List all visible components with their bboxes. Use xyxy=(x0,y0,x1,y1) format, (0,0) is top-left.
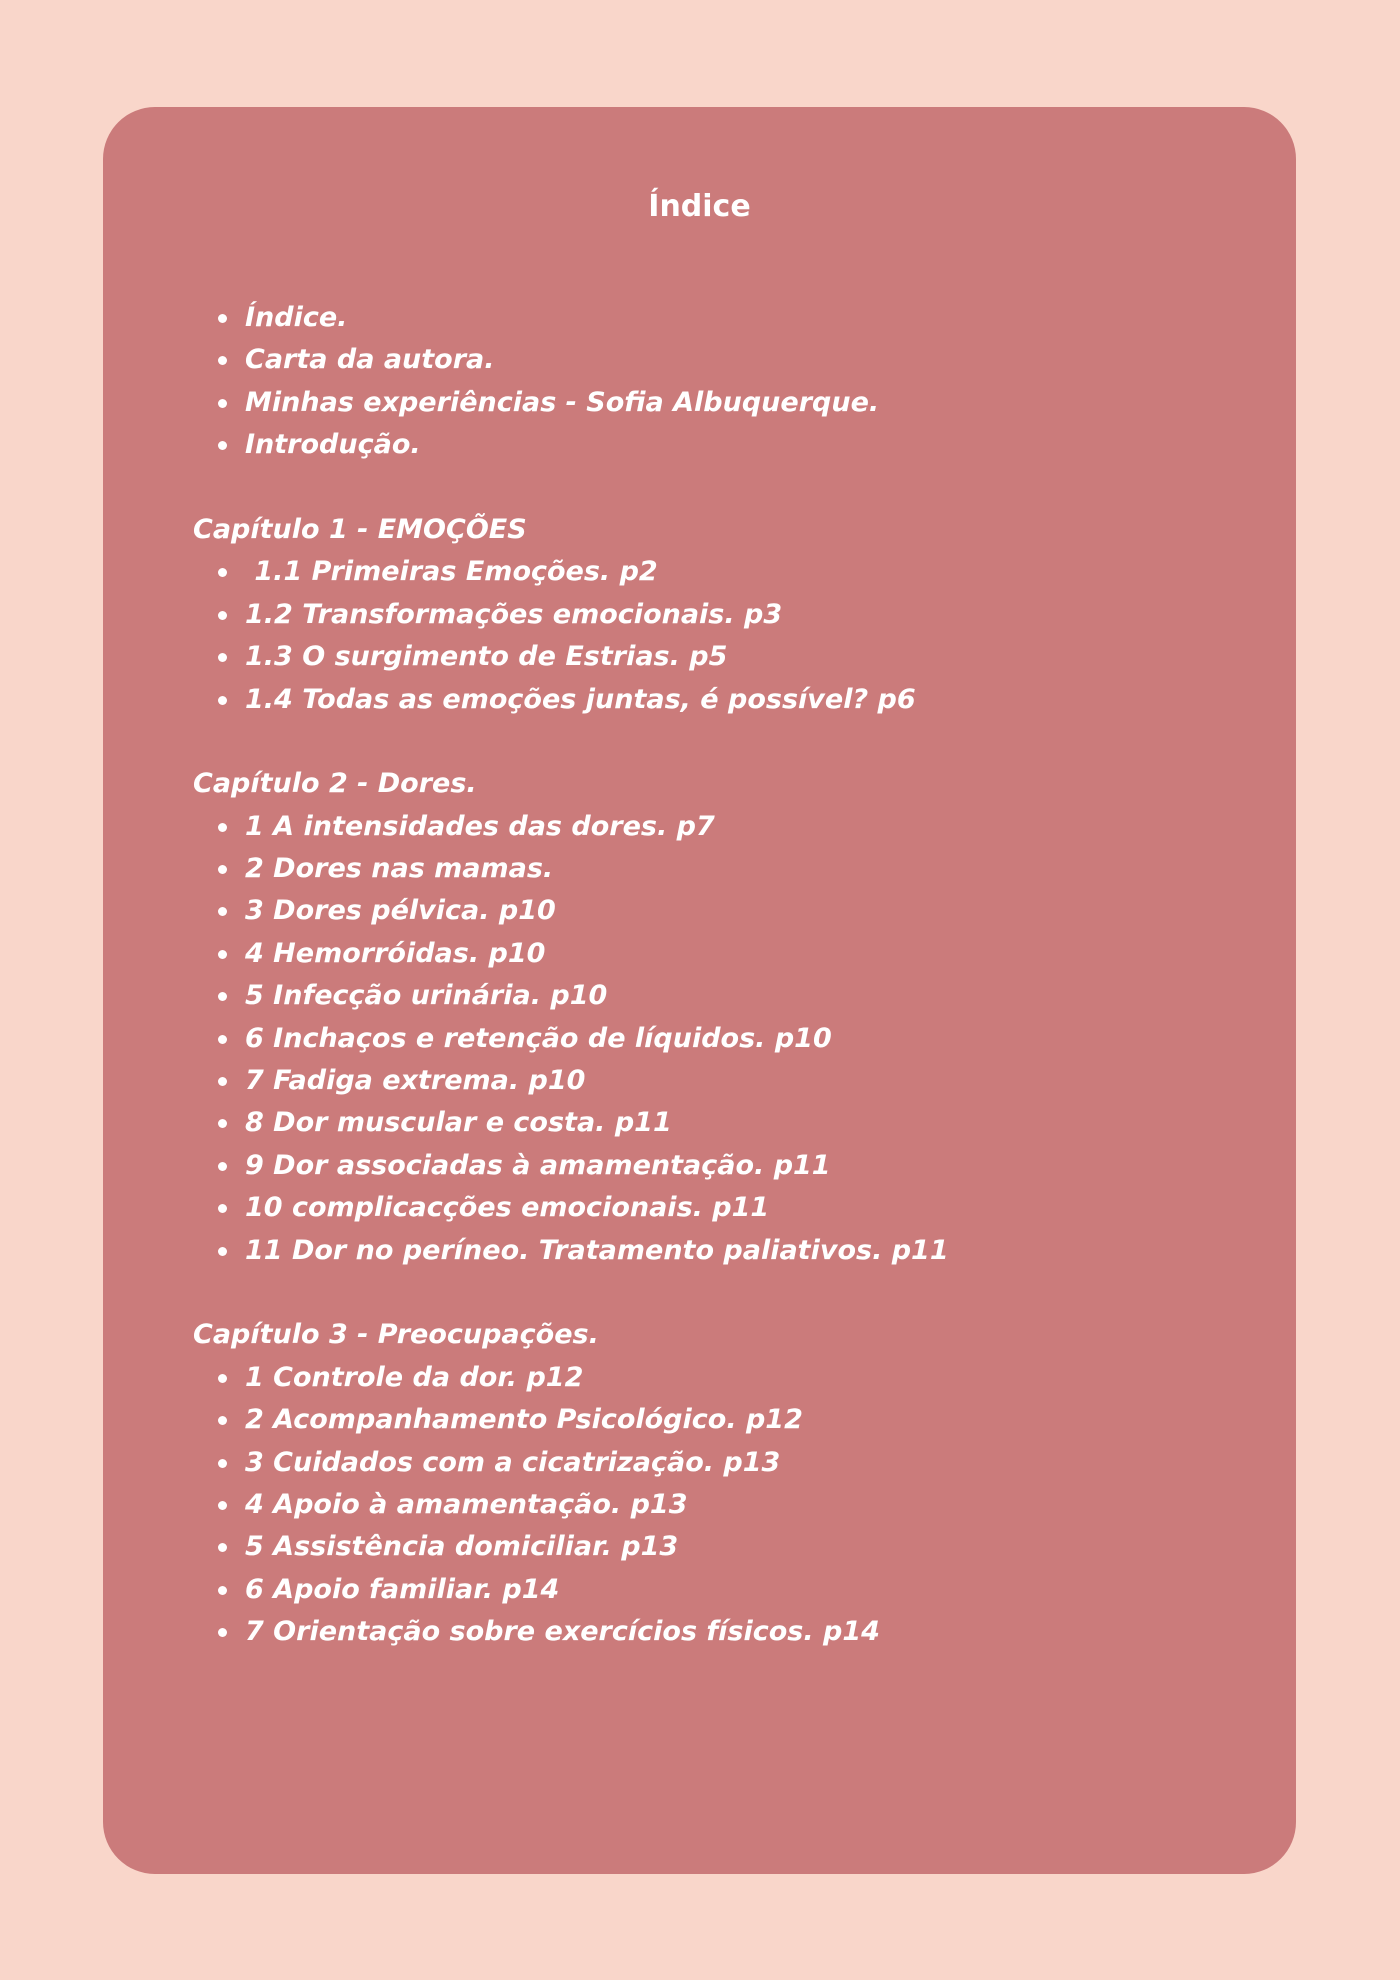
bullet-icon xyxy=(218,1247,227,1256)
list-item-label: 5 Infecção urinária. p10 xyxy=(245,980,608,1012)
list-item-label: Introdução. xyxy=(245,429,421,461)
list-item-label: 3 Cuidados com a cicatrização. p13 xyxy=(245,1446,781,1478)
bullet-icon xyxy=(218,568,227,577)
list-item xyxy=(193,594,1253,636)
list-item xyxy=(193,848,1253,890)
list-item-label: 3 Dores pélvica. p10 xyxy=(245,895,556,927)
index-card xyxy=(103,107,1296,1874)
bullet-icon xyxy=(218,1374,227,1383)
chapter-1 xyxy=(193,509,1253,721)
chapter-title: Capítulo 1 - EMOÇÕES xyxy=(193,513,527,545)
table-of-contents xyxy=(193,297,1253,1654)
list-item-label: Índice. xyxy=(245,302,348,333)
list-item xyxy=(193,933,1253,975)
bullet-icon xyxy=(218,1501,227,1510)
list-item xyxy=(193,1399,1253,1441)
list-item-label: 5 Assistência domiciliar. p13 xyxy=(245,1531,679,1563)
list-item xyxy=(193,551,1253,593)
bullet-icon xyxy=(218,611,227,620)
list-item-label: 11 Dor no períneo. Tratamento paliativos. p11 xyxy=(245,1234,949,1266)
bullet-icon xyxy=(218,356,227,365)
page-title: Índice xyxy=(648,189,751,224)
list-item xyxy=(193,975,1253,1017)
list-item-label: Minhas experiências - Sofia Albuquerque. xyxy=(245,386,880,418)
bullet-icon xyxy=(218,823,227,832)
bullet-icon xyxy=(218,992,227,1001)
list-item xyxy=(193,1187,1253,1229)
chapter-2 xyxy=(193,763,1253,1272)
list-item-label: 7 Fadiga extrema. p10 xyxy=(245,1065,586,1097)
list-item xyxy=(193,424,1253,466)
bullet-icon xyxy=(218,1162,227,1171)
list-item xyxy=(193,890,1253,932)
bullet-icon xyxy=(218,1459,227,1468)
list-item xyxy=(193,1526,1253,1568)
intro-list xyxy=(193,297,1253,467)
list-item-label: 1 Controle da dor. p12 xyxy=(245,1361,584,1393)
list-item-label: 9 Dor associadas à amamentação. p11 xyxy=(245,1149,831,1181)
chapter-title: Capítulo 2 - Dores. xyxy=(193,768,477,800)
bullet-icon xyxy=(218,865,227,874)
bullet-icon xyxy=(218,950,227,959)
bullet-icon xyxy=(218,1119,227,1128)
chapter-title: Capítulo 3 - Preocupações. xyxy=(193,1319,599,1351)
list-item-label: 1.2 Transformações emocionais. p3 xyxy=(245,598,783,630)
list-item xyxy=(193,1060,1253,1102)
list-item xyxy=(193,806,1253,848)
list-item xyxy=(193,297,1253,339)
list-item xyxy=(193,1102,1253,1144)
bullet-icon xyxy=(218,441,227,450)
list-item xyxy=(193,339,1253,381)
bullet-icon xyxy=(218,1628,227,1637)
bullet-icon xyxy=(218,314,227,323)
list-item-label: 1.1 Primeiras Emoções. p2 xyxy=(245,556,658,588)
list-item-label: 8 Dor muscular e costa. p11 xyxy=(245,1107,672,1139)
bullet-icon xyxy=(218,1586,227,1595)
bullet-icon xyxy=(218,1543,227,1552)
list-item xyxy=(193,1569,1253,1611)
bullet-icon xyxy=(218,653,227,662)
list-item xyxy=(193,382,1253,424)
list-item-label: 6 Apoio familiar. p14 xyxy=(245,1573,560,1605)
bullet-icon xyxy=(218,696,227,705)
list-item-label: 6 Inchaços e retenção de líquidos. p10 xyxy=(245,1022,832,1054)
list-item xyxy=(193,1018,1253,1060)
chapter-2-list xyxy=(193,806,1253,1272)
bullet-icon xyxy=(218,1416,227,1425)
list-item-label: 1.4 Todas as emoções juntas, é possível? p6 xyxy=(245,683,916,715)
list-item xyxy=(193,636,1253,678)
bullet-icon xyxy=(218,1035,227,1044)
chapter-3-list xyxy=(193,1357,1253,1654)
list-item xyxy=(193,1145,1253,1187)
list-item-label: Carta da autora. xyxy=(245,344,495,376)
list-item-label: 10 complicacções emocionais. p11 xyxy=(245,1192,770,1224)
list-item xyxy=(193,1230,1253,1272)
list-item-label: 4 Apoio à amamentação. p13 xyxy=(245,1488,688,1520)
chapter-3 xyxy=(193,1314,1253,1653)
list-item-label: 7 Orientação sobre exercícios físicos. p14 xyxy=(245,1616,880,1648)
bullet-icon xyxy=(218,907,227,916)
list-item xyxy=(193,1357,1253,1399)
list-item-label: 2 Dores nas mamas. xyxy=(245,853,554,885)
list-item xyxy=(193,679,1253,721)
list-item-label: 1 A intensidades das dores. p7 xyxy=(245,810,715,842)
chapter-1-list xyxy=(193,551,1253,721)
bullet-icon xyxy=(218,1204,227,1213)
list-item xyxy=(193,1611,1253,1653)
list-item-label: 2 Acompanhamento Psicológico. p12 xyxy=(245,1404,803,1436)
list-item-label: 1.3 O surgimento de Estrias. p5 xyxy=(245,641,728,673)
list-item xyxy=(193,1484,1253,1526)
list-item-label: 4 Hemorróidas. p10 xyxy=(245,937,546,969)
list-item xyxy=(193,1442,1253,1484)
bullet-icon xyxy=(218,1077,227,1086)
bullet-icon xyxy=(218,399,227,408)
